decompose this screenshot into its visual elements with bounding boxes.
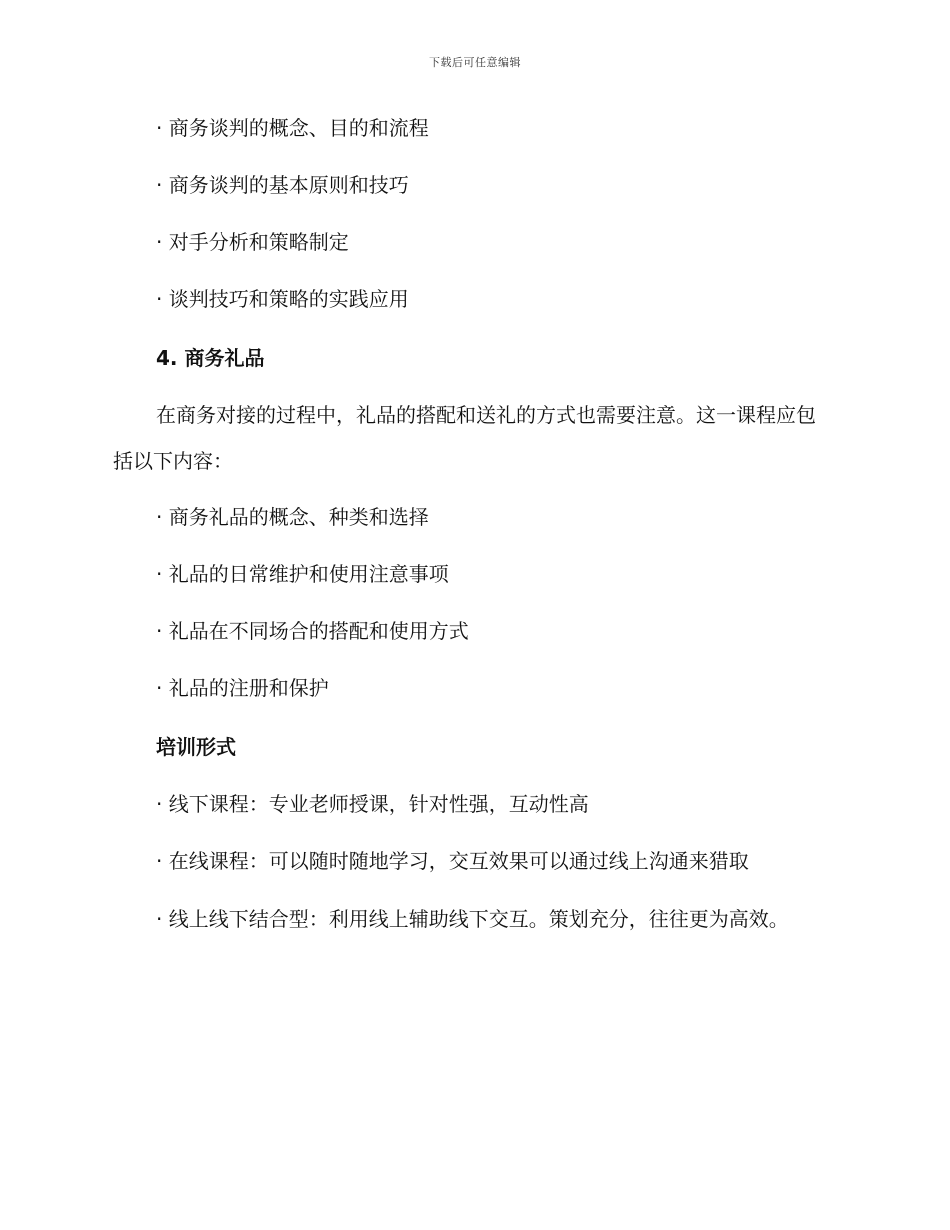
section-heading-training: 培训形式 <box>156 735 236 759</box>
list-item: · 谈判技巧和策略的实践应用 <box>156 287 409 311</box>
list-item: · 在线课程：可以随时随地学习，交互效果可以通过线上沟通来猎取 <box>156 849 749 873</box>
list-item: · 商务礼品的概念、种类和选择 <box>156 505 429 529</box>
list-item: · 商务谈判的基本原则和技巧 <box>156 173 409 197</box>
list-item: · 礼品在不同场合的搭配和使用方式 <box>156 619 469 643</box>
list-item: · 对手分析和策略制定 <box>156 230 349 254</box>
training-last-item: · 线上线下结合型：利用线上辅助线下交互。策划充分，往往更为高效。 <box>156 907 789 931</box>
gifts-intro-paragraph: 在商务对接的过程中，礼品的搭配和送礼的方式也需要注意。这一课程应包括以下内容： <box>113 403 816 473</box>
list-item: · 礼品的注册和保护 <box>156 676 329 700</box>
section-heading-gifts: 4. 商务礼品 <box>156 346 265 370</box>
list-item: · 商务谈判的概念、目的和流程 <box>156 116 429 140</box>
list-item: · 礼品的日常维护和使用注意事项 <box>156 562 449 586</box>
list-item: · 线下课程：专业老师授课，针对性强，互动性高 <box>156 792 589 816</box>
header-note: 下载后可任意编辑 <box>429 56 521 69</box>
